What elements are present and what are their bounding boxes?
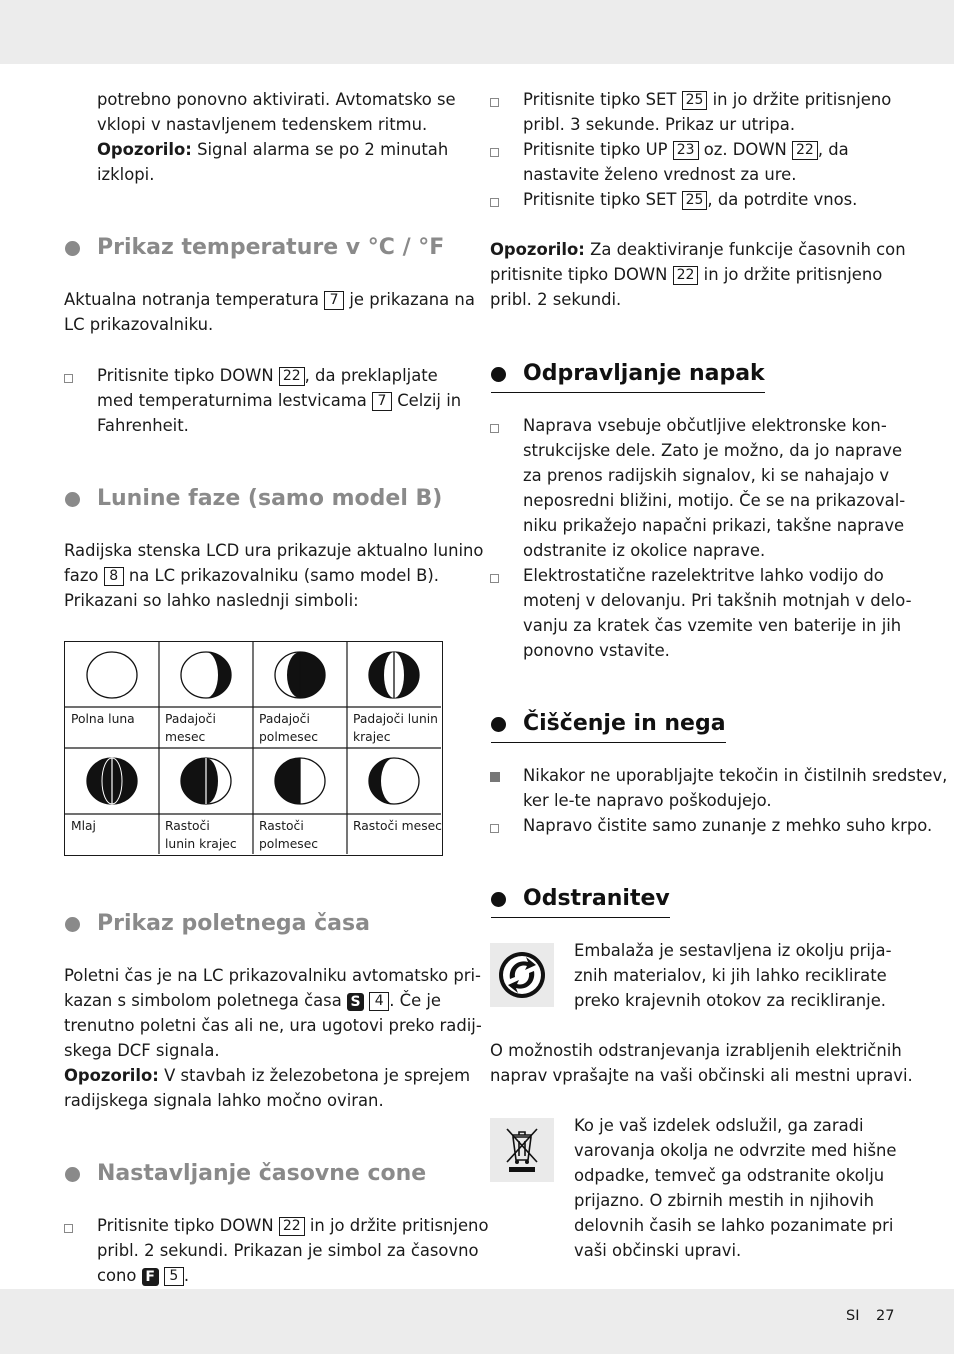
ref-number: 7 xyxy=(372,392,392,411)
footer-language: SI xyxy=(846,1308,860,1324)
intro-note-line: izklopi. xyxy=(97,165,155,184)
moon-label: Padajoči mesec xyxy=(165,712,216,744)
ref-number: 5 xyxy=(164,1267,184,1286)
warning-bullet xyxy=(490,772,500,782)
trouble-item-1: Naprava vsebuje občutljive elektronske kon- strukcijske dele. Zato je možno, da jo naprave za prenos radijskih signalov, ki se nahajajo v neposredni bližini, motijo. Če se na prikazoval- niku prikažejo napačni prikazi, takšne naprave odstranite iz okolice naprave. xyxy=(523,416,906,560)
moon-label: Rastoči polmesec xyxy=(259,819,319,851)
temperature-paragraph: Aktualna notranja temperatura 7 je prikazana na LC prikazovalniku. xyxy=(64,290,475,334)
disposal-paragraph: O možnostih odstranjevanja izrabljenih električnih naprav vprašajte na vaši občinski ali mestni upravi. xyxy=(490,1041,913,1085)
cleaning-item-1: Nikakor ne uporabljajte tekočin in čistilnih sredstev, ker le-te napravo poškodujejo. xyxy=(523,766,948,810)
list-bullet xyxy=(490,824,499,833)
full-moon-icon xyxy=(87,652,137,698)
crossed-bin-icon xyxy=(490,1118,554,1182)
note-label: Opozorilo: xyxy=(490,240,585,259)
heading-underline xyxy=(491,742,726,744)
ref-number: 4 xyxy=(369,992,389,1011)
weee-paragraph: Ko je vaš izdelek odslužil, ga zaradi varovanja okolja ne odvrzite med hišne odpadke, temveč ga odstranite okolju prijazno. O zbirnih mestih in njihovih delovnih časih se lahko pozanimate pri vaši občinski upravi. xyxy=(574,1116,897,1260)
list-bullet xyxy=(490,424,499,433)
bullet-dot xyxy=(491,892,506,907)
ref-number: 25 xyxy=(682,191,708,210)
waning-moon-icon xyxy=(181,652,231,698)
list-bullet xyxy=(64,1224,73,1233)
moon-paragraph: Radijska stenska LCD ura prikazuje aktualno lunino fazo 8 na LC prikazovalniku (samo model B). Prikazani so lahko naslednji simboli: xyxy=(64,541,484,610)
header-band xyxy=(0,0,954,64)
waning-half-moon-icon xyxy=(275,652,325,698)
waning-crescent-icon xyxy=(369,652,419,698)
new-moon-icon xyxy=(87,758,137,804)
heading-moon-phases: Lunine faze (samo model B) xyxy=(97,484,442,514)
moon-label: Padajoči lunin krajec xyxy=(353,712,438,744)
note-label: Opozorilo: xyxy=(97,140,192,159)
list-bullet xyxy=(490,198,499,207)
time-zone-step: Pritisnite tipko DOWN 22 in jo držite pritisnjeno pribl. 2 sekundi. Prikazan je simbol za časovno cono F 5 . xyxy=(97,1216,489,1285)
bullet-dot xyxy=(65,1167,80,1182)
bullet-dot xyxy=(65,917,80,932)
bullet-dot xyxy=(65,241,80,256)
time-zone-note: Opozorilo: Za deaktiviranje funkcije časovnih con pritisnite tipko DOWN 22 in jo držite pritisnjeno pribl. 2 sekundi. xyxy=(490,240,906,309)
set-step-1: Pritisnite tipko SET 25 in jo držite pritisnjeno pribl. 3 sekunde. Prikaz ur utripa. xyxy=(523,90,892,134)
waxing-moon-icon xyxy=(369,758,419,804)
intro-line: potrebno ponovno aktivirati. Avtomatsko se xyxy=(97,90,456,109)
ref-number: 22 xyxy=(792,141,818,160)
packaging-paragraph: Embalaža je sestavljena iz okolju prija- znih materialov, ki jih lahko reciklirate preko krajevnih otokov za recikliranje. xyxy=(574,941,892,1010)
heading-disposal: Odstranitev xyxy=(523,884,670,914)
list-bullet xyxy=(490,574,499,583)
ref-number: 22 xyxy=(279,367,305,386)
waxing-half-moon-icon xyxy=(275,758,325,804)
moon-label: Padajoči polmesec xyxy=(259,712,319,744)
waxing-crescent-icon xyxy=(181,758,231,804)
list-bullet xyxy=(490,148,499,157)
ref-number: 23 xyxy=(673,141,699,160)
bullet-dot xyxy=(491,717,506,732)
ref-number: 8 xyxy=(104,567,124,586)
set-step-3: Pritisnite tipko SET 25 , da potrdite vnos. xyxy=(523,190,858,209)
heading-temperature: Prikaz temperature v °C / °F xyxy=(97,233,444,263)
footer-band xyxy=(0,1289,954,1354)
ref-number: 25 xyxy=(682,91,708,110)
note-label: Opozorilo: xyxy=(64,1066,159,1085)
summer-time-symbol: S xyxy=(347,993,364,1011)
set-step-2: Pritisnite tipko UP 23 oz. DOWN 22 , da nastavite želeno vrednost za ure. xyxy=(523,140,849,184)
ref-number: 22 xyxy=(279,1217,305,1236)
heading-underline xyxy=(491,917,670,919)
list-bullet xyxy=(490,98,499,107)
page-number: 27 xyxy=(876,1308,895,1324)
moon-label: Rastoči mesec xyxy=(353,819,442,833)
ref-number: 22 xyxy=(673,266,699,285)
list-bullet xyxy=(64,374,73,383)
temperature-step: Pritisnite tipko DOWN 22 , da preklapljate med temperaturnima lestvicama 7 Celzij in Fahrenheit. xyxy=(97,366,462,435)
intro-text xyxy=(97,87,456,187)
time-zone-symbol: F xyxy=(142,1268,159,1286)
heading-cleaning: Čiščenje in nega xyxy=(523,709,726,739)
cleaning-item-2: Napravo čistite samo zunanje z mehko suho krpo. xyxy=(523,816,933,835)
recycling-icon xyxy=(490,943,554,1007)
heading-underline xyxy=(491,392,765,394)
moon-phase-table xyxy=(64,641,443,856)
bullet-dot xyxy=(491,367,506,382)
heading-time-zone: Nastavljanje časovne cone xyxy=(97,1159,426,1189)
moon-label: Mlaj xyxy=(71,819,96,833)
intro-note: Opozorilo: Signal alarma se po 2 minutah xyxy=(97,140,449,159)
heading-troubleshooting: Odpravljanje napak xyxy=(523,359,765,389)
moon-label: Rastoči lunin krajec xyxy=(165,819,237,851)
bullet-dot xyxy=(65,492,80,507)
heading-summer-time: Prikaz poletnega časa xyxy=(97,909,370,939)
trouble-item-2: Elektrostatične razelektritve lahko vodijo do motenj v delovanju. Pri takšnih motnjah v delo- vanju za kratek čas vzemite ven baterije in jih ponovno vstavite. xyxy=(523,566,912,660)
ref-number: 7 xyxy=(324,291,344,310)
intro-line: vklopi v nastavljenem tedenskem ritmu. xyxy=(97,115,428,134)
summer-time-paragraph: Poletni čas je na LC prikazovalniku avtomatsko pri- kazan s simbolom poletnega časa S 4 . Če je trenutno poletni čas ali ne, ura ugotovi preko radij- skega DCF signala. Opozorilo: V stavbah iz železobetona je sprejem radijskega signala lahko močno oviran. xyxy=(64,966,482,1110)
moon-label: Polna luna xyxy=(71,712,135,726)
